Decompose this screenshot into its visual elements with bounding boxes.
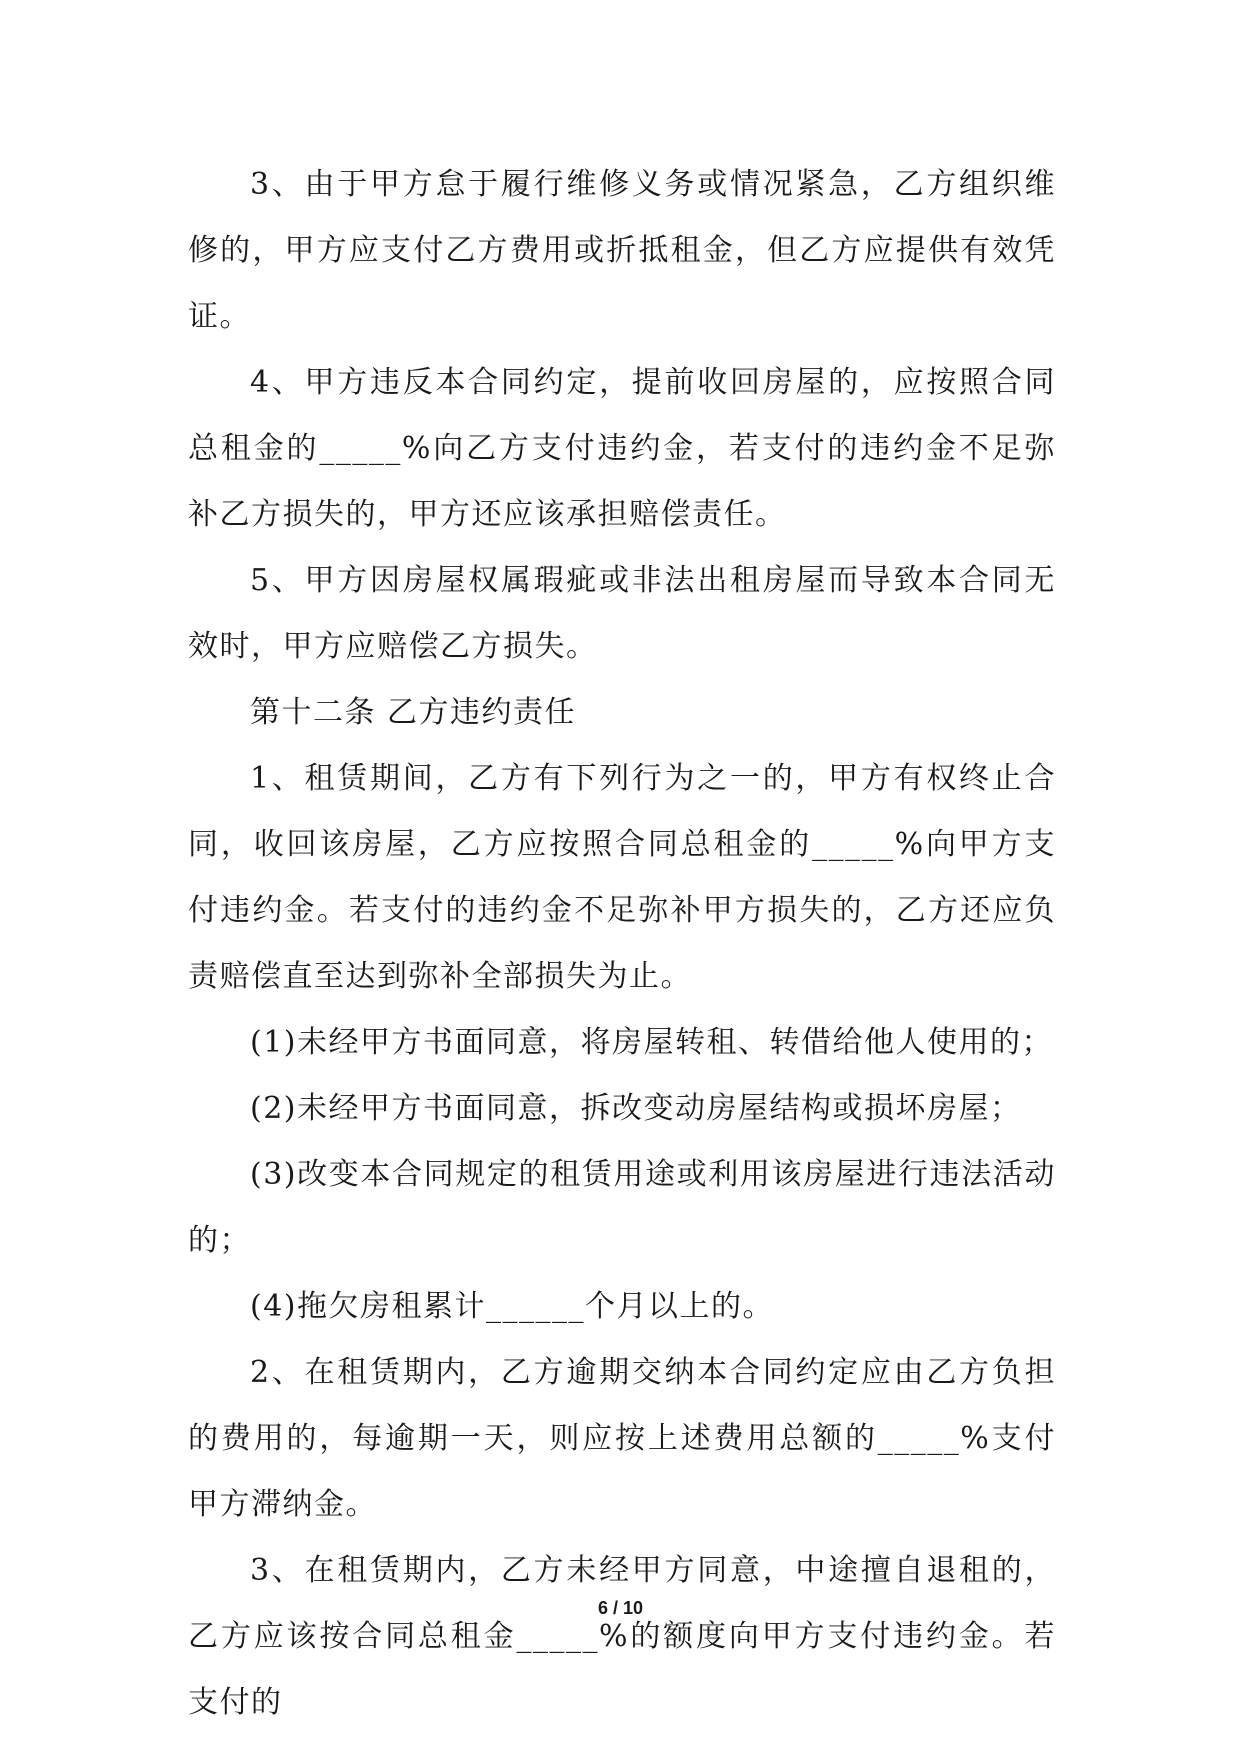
paragraph-landlord-early-recall: 4、甲方违反本合同约定，提前收回房屋的，应按照合同总租金的_____%向乙方支付违约金，若支付的违约金不足弥补乙方损失的，甲方还应该承担赔偿责任。 (188, 365, 1056, 532)
page-number: 6 / 10 (597, 1598, 644, 1618)
list-item-sublet: (1)未经甲方书面同意，将房屋转租、转借给他人使用的； (250, 1025, 1053, 1060)
paragraph-landlord-title-defect: 5、甲方因房屋权属瑕疵或非法出租房屋而导致本合同无效时，甲方应赔偿乙方损失。 (188, 563, 1056, 664)
paragraph-early-termination: 3、在租赁期内，乙方未经甲方同意，中途擅自退租的，乙方应该按合同总租金_____%的额度向甲方支付违约金。若支付的 (188, 1553, 1056, 1720)
paragraph-late-fee: 2、在租赁期内，乙方逾期交纳本合同约定应由乙方负担的费用的，每逾期一天，则应按上述费用总额的_____%支付甲方滞纳金。 (188, 1355, 1056, 1522)
section-heading-tenant-liability: 第十二条 乙方违约责任 (250, 695, 577, 730)
list-item-rent-arrears: (4)拖欠房租累计______个月以上的。 (250, 1289, 774, 1324)
list-item-structure-change: (2)未经甲方书面同意，拆改变动房屋结构或损坏房屋； (250, 1091, 1022, 1126)
paragraph-tenant-termination: 1、租赁期间，乙方有下列行为之一的，甲方有权终止合同，收回该房屋，乙方应按照合同总租金的_____%向甲方支付违约金。若支付的违约金不足弥补甲方损失的，乙方还应负责赔偿直至达到弥补全部损失为止。 (188, 761, 1056, 994)
list-item-illegal-use: (3)改变本合同规定的租赁用途或利用该房屋进行违法活动的； (188, 1157, 1056, 1258)
paragraph-landlord-repair: 3、由于甲方怠于履行维修义务或情况紧急，乙方组织维修的，甲方应支付乙方费用或折抵租金，但乙方应提供有效凭证。 (188, 167, 1056, 334)
document-body (188, 152, 1056, 1736)
